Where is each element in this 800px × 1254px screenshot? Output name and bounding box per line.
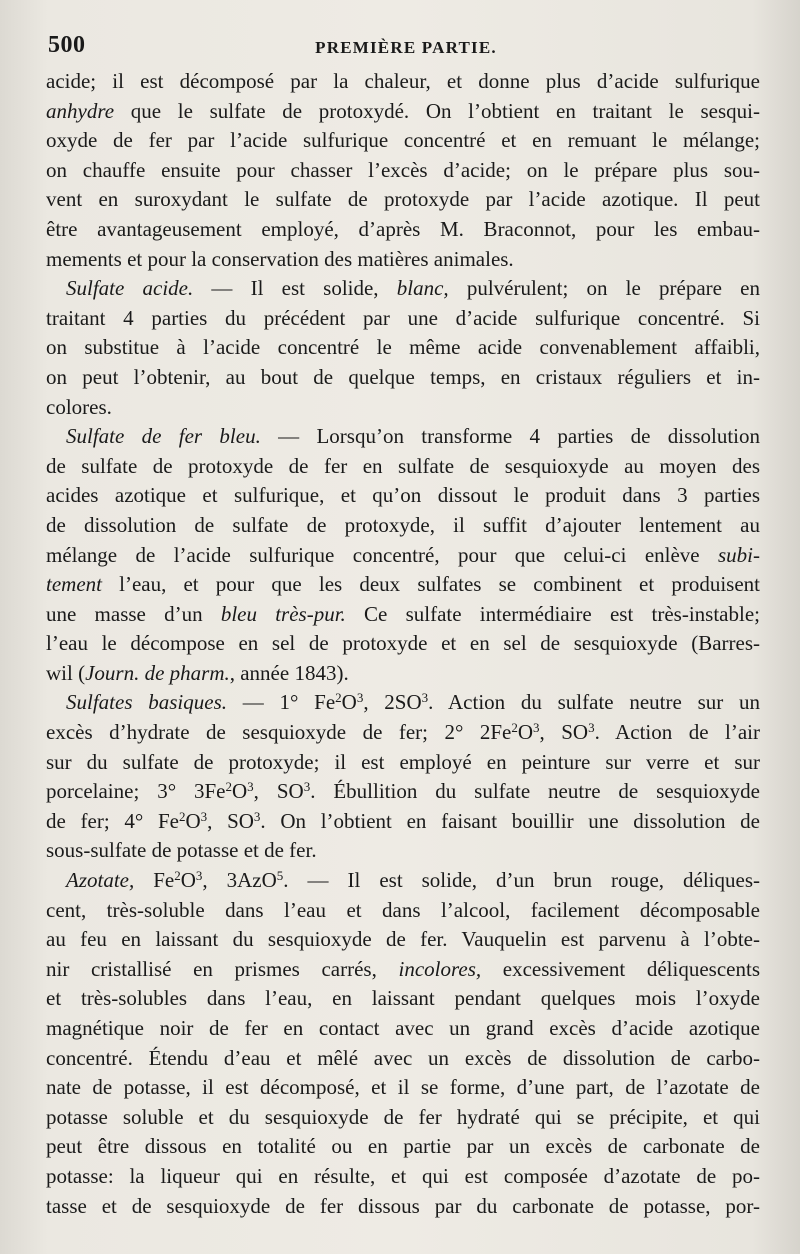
text-line — [46, 570, 760, 600]
text-run: . — Il est solide, d’un brun rouge, déliques- — [283, 868, 761, 893]
text-line — [46, 1014, 760, 1044]
text-run: de dissolution de sulfate de protoxyde, il suffit d’ajouter lentement au — [46, 512, 760, 537]
text-run: on peut l’obtenir, au bout de quelque temps, en cristaux réguliers et in- — [46, 364, 760, 389]
text-line — [46, 126, 760, 156]
text-run: acide; il est décomposé par la chaleur, et donne plus d’acide sulfurique — [46, 69, 760, 93]
text-run: wil ( — [46, 660, 86, 685]
text-line — [46, 363, 760, 393]
text-line — [46, 481, 760, 511]
text-run: porcelaine; 3° 3Fe — [46, 779, 226, 804]
text-run: colores. — [46, 394, 112, 419]
text-run: l’eau le décompose en sel de protoxyde et en sel de sesquioxyde (Barres- — [46, 631, 760, 656]
text-run: tasse et de sesquioxyde de fer dissous par du carbonate de potasse, por- — [46, 1193, 760, 1218]
text-run: être avantageusement employé, d’après M. Braconnot, pour les embau- — [46, 216, 760, 241]
text-line — [46, 67, 760, 97]
superscript: 3 — [247, 779, 254, 795]
text-run: vent en suroxydant le sulfate de protoxyde par l’acide azotique. Il peut — [46, 187, 760, 212]
text-line — [46, 659, 760, 689]
text-line — [46, 156, 760, 186]
text-run: . Action de l’air — [594, 720, 760, 745]
text-run: Fe — [134, 868, 175, 893]
text-run: et très-solubles dans l’eau, en laissant pendant quelques mois l’oxyde — [46, 986, 760, 1011]
text-run: . On l’obtient en faisant bouillir une dissolution de — [260, 808, 760, 833]
italic-run: Sulfate de fer bleu. — [66, 424, 261, 449]
text-line — [46, 97, 760, 127]
text-line — [46, 304, 760, 334]
text-run: de fer; 4° Fe — [46, 808, 179, 833]
superscript: 3 — [356, 690, 364, 706]
text-run: mélange de l’acide sulfurique concentré, pour que celui-ci enlève — [46, 542, 718, 567]
text-run: . Action du sulfate neutre sur un — [428, 690, 760, 715]
text-line — [46, 541, 760, 571]
superscript: 2 — [178, 808, 186, 824]
text-line — [46, 984, 760, 1014]
italic-run: anhydre — [46, 98, 115, 123]
text-line — [46, 925, 760, 955]
text-line — [46, 1192, 760, 1222]
text-run: , SO — [253, 779, 304, 804]
text-run: magnétique noir de fer en contact avec un grand excès d’acide azotique — [46, 1016, 760, 1040]
text-run: cent, très-soluble dans l’eau et dans l’alcool, facilement décomposable — [46, 897, 760, 922]
text-run: — Il est solide, — [193, 276, 397, 301]
text-run: potasse: la liqueur qui en résulte, et qui est composée d’azotate de po- — [46, 1163, 760, 1188]
text-run: oxyde de fer par l’acide sulfurique concentré et en remuant le mélange; — [46, 128, 760, 153]
text-line — [46, 393, 760, 423]
text-line — [46, 600, 760, 630]
text-run: l’eau, et pour que les deux sulfates se combinent et produisent — [101, 572, 760, 597]
body-text — [46, 67, 760, 1221]
text-run: de sulfate de protoxyde de fer en sulfate de sesquioxyde au moyen des — [46, 453, 760, 478]
text-run: sur du sulfate de protoxyde; il est employé en peinture sur verre et sur — [46, 749, 760, 774]
superscript: 2 — [511, 720, 518, 736]
text-run: mements et pour la conservation des matières animales. — [46, 246, 514, 271]
text-run: Ce sulfate intermédiaire est très-instable; — [345, 601, 760, 626]
superscript: 5 — [276, 868, 284, 884]
text-run: O — [341, 690, 357, 715]
text-run: pulvérulent; on le prépare en — [448, 276, 760, 301]
italic-run: tement — [46, 572, 102, 597]
text-line — [46, 807, 760, 837]
text-line — [46, 185, 760, 215]
text-line — [46, 688, 760, 718]
text-run: , SO — [207, 808, 254, 833]
text-run: nir cristallisé en prismes carrés, — [46, 956, 399, 981]
italic-run: incolores, — [398, 956, 482, 981]
superscript: 3 — [253, 808, 261, 824]
text-run: sous-sulfate de potasse et de fer. — [46, 838, 317, 863]
text-line — [46, 1103, 760, 1133]
page-number: 500 — [48, 32, 86, 58]
italic-run: Journ. de pharm. — [85, 660, 230, 685]
text-line — [46, 452, 760, 482]
italic-run: bleu très-pur. — [220, 601, 346, 626]
superscript: 3 — [533, 720, 540, 736]
text-line — [46, 777, 760, 807]
text-line — [46, 1132, 760, 1162]
text-line — [46, 215, 760, 245]
text-line — [46, 1162, 760, 1192]
text-run: que le sulfate de protoxydé. On l’obtient en traitant le sesqui- — [114, 98, 760, 123]
text-run: une masse d’un — [46, 601, 221, 626]
text-line — [46, 629, 760, 659]
superscript: 3 — [200, 808, 208, 824]
text-run: nate de potasse, il est décomposé, et il se forme, d’une part, de l’azotate de — [46, 1075, 760, 1100]
superscript: 3 — [421, 690, 429, 706]
superscript: 2 — [335, 690, 342, 706]
text-run: , SO — [539, 720, 589, 745]
text-run: , 2SO — [363, 690, 422, 715]
text-run: peut être dissous en totalité ou en partie par un excès de carbonate de — [46, 1134, 760, 1159]
text-run: excès d’hydrate de sesquioxyde de fer; 2° 2Fe — [46, 720, 512, 745]
text-line — [46, 1044, 760, 1074]
italic-run: Azotate, — [66, 868, 135, 893]
text-run: . Ébullition du sulfate neutre de sesquioxyde — [310, 779, 760, 804]
text-run: O — [180, 868, 196, 893]
text-line — [46, 511, 760, 541]
superscript: 3 — [303, 779, 311, 795]
text-run: O — [185, 808, 201, 833]
text-run: O — [517, 720, 533, 745]
text-run: , 3AzO — [202, 868, 277, 893]
italic-run: Sulfate acide. — [66, 276, 194, 301]
text-line — [46, 1073, 760, 1103]
text-run: — 1° Fe — [227, 690, 336, 715]
text-run: au feu en laissant du sesquioxyde de fer. Vauquelin est parvenu à l’obte- — [46, 927, 760, 952]
superscript: 3 — [195, 868, 203, 884]
text-run: concentré. Étendu d’eau et mêlé avec un excès de dissolution de carbo- — [46, 1045, 760, 1070]
text-line — [46, 955, 760, 985]
italic-run: Sulfates basiques. — [66, 690, 227, 715]
text-run: , année 1843). — [229, 660, 349, 685]
text-run: excessivement déliquescents — [481, 956, 760, 981]
text-line — [46, 718, 760, 748]
text-run: traitant 4 parties du précédent par une d’acide sulfurique concentré. Si — [46, 305, 760, 330]
text-line — [46, 836, 760, 866]
superscript: 3 — [588, 720, 595, 736]
text-line — [46, 748, 760, 778]
text-run: O — [232, 779, 248, 804]
text-run: on chauffe ensuite pour chasser l’excès d’acide; on le prépare plus sou- — [46, 157, 760, 182]
text-run: acides azotique et sulfurique, et qu’on dissout le produit dans 3 parties — [46, 483, 760, 508]
page-header — [48, 30, 764, 60]
text-run: — Lorsqu’on transforme 4 parties de dissolution — [260, 424, 760, 449]
text-line — [46, 422, 760, 452]
superscript: 2 — [225, 779, 232, 795]
superscript: 2 — [174, 868, 181, 884]
text-line — [46, 245, 760, 275]
text-line — [46, 896, 760, 926]
italic-run: blanc, — [396, 276, 449, 301]
text-line — [46, 333, 760, 363]
text-run: potasse soluble et du sesquioxyde de fer hydraté qui se précipite, et qui — [46, 1104, 760, 1129]
text-run: on substitue à l’acide concentré le même acide convenablement affaibli, — [46, 335, 760, 360]
text-line — [46, 274, 760, 304]
text-line — [46, 866, 760, 896]
running-head: PREMIÈRE PARTIE. — [315, 38, 497, 57]
italic-run: subi- — [718, 542, 760, 567]
